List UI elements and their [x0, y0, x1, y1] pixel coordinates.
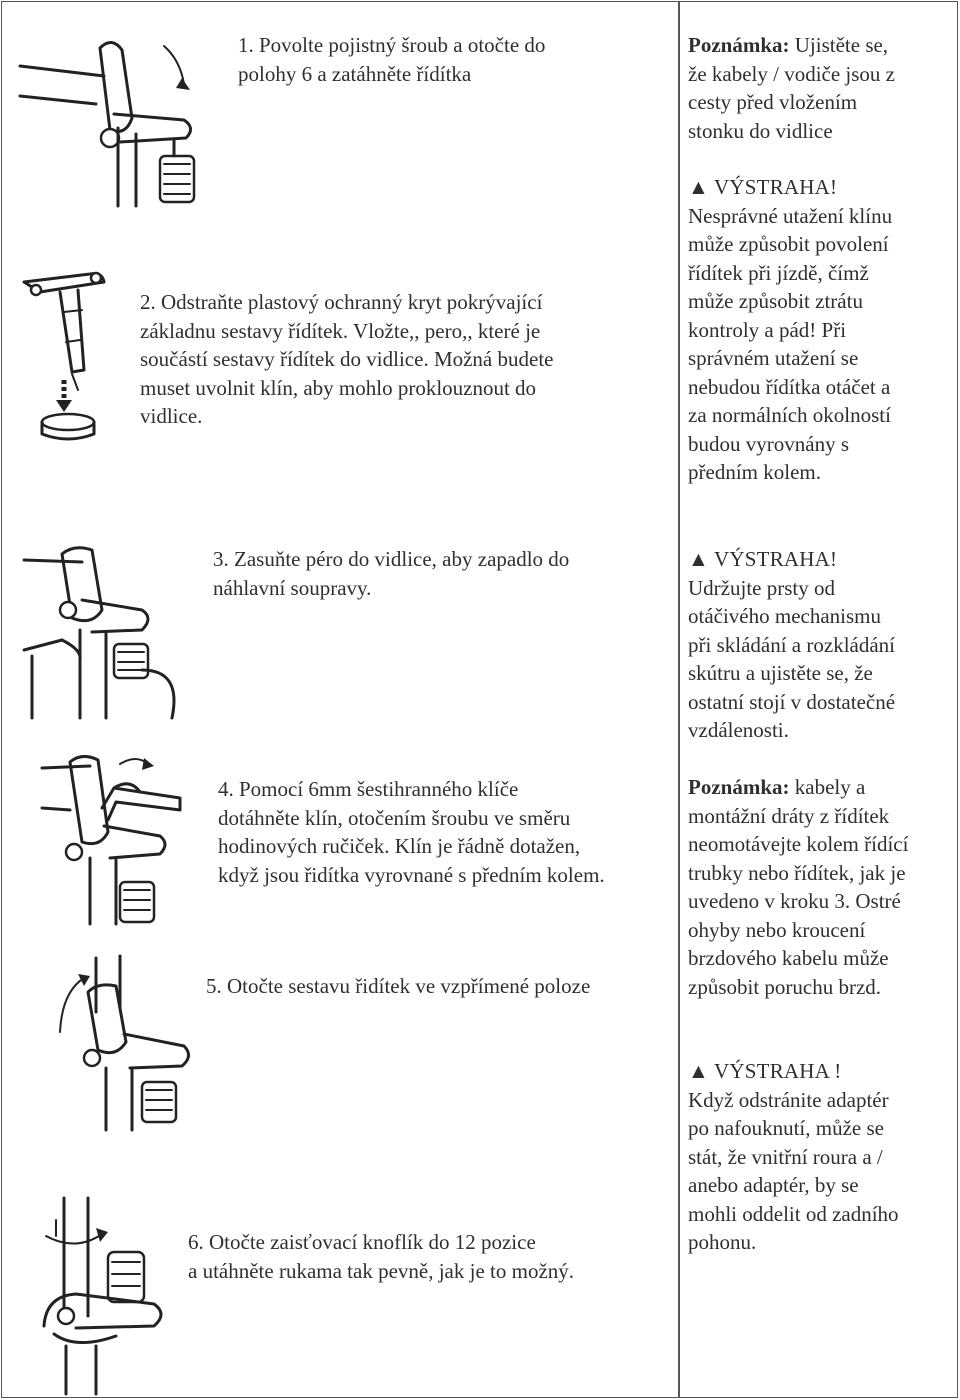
fig4-hex-key-tighten-illustration — [40, 748, 190, 928]
step-3-text: 3. Zasuňte péro do vidlice, aby zapadlo do náhlavní soupravy. — [213, 547, 570, 600]
warning-adapter: ▲ VÝSTRAHA ! Když odstránite adaptér po nafouknutí, může se stát, že vnitřní roura a / anebo adaptér, by se mohli oddelit od zadního pohonu. — [688, 1059, 899, 1254]
column-divider — [678, 1, 680, 1398]
step-1-text: 1. Povolte pojistný šroub a otočte do polohy 6 a zatáhněte řídítka — [238, 33, 546, 86]
warning-heading: ▲ VÝSTRAHA! — [688, 547, 838, 571]
step-6-text: 6. Otočte zaisťovací knoflík do 12 pozice a utáhněte rukama tak pevně, jak je to možný. — [188, 1230, 575, 1283]
warning-wedge-tightening: ▲ VÝSTRAHA! Nesprávné utažení klínu může způsobit povolení řídítek při jízdě, čímž může způsobit ztrátu kontroly a pád! Při správném utažení se nebudou řídítka otáčet a za normálních okolností budou vyrovnány s předním kolem. — [688, 175, 893, 484]
step-5-text: 5. Otočte sestavu řidítek ve vzpřímené poloze — [206, 974, 591, 998]
fig3-stem-in-fork-illustration — [22, 540, 192, 720]
fig1-folding-latch-illustration — [14, 18, 214, 208]
warning-fingers: ▲ VÝSTRAHA! Udržujte prsty od otáčivého mechanismu při skládání a rozkládání skútru a ujistěte se, že ostatní stojí v dostatečné vzdálenosti. — [688, 547, 896, 742]
fig5-upright-position-illustration — [58, 952, 198, 1132]
warning-heading: ▲ VÝSTRAHA ! — [688, 1059, 842, 1083]
fig2-stem-insert-illustration — [20, 262, 130, 444]
warning-heading: ▲ VÝSTRAHA! — [688, 175, 838, 199]
fig6-locking-knob-illustration — [36, 1196, 176, 1396]
step-2-text: 2. Odstraňte plastový ochranný kryt pokrývající základnu sestavy řídítek. Vložte,, pero,, které je součástí sestavy řídítek do vidlice. Možná budete muset uvolnit klín, aby mohlo proklouznout do vidlice. — [140, 290, 554, 428]
step-4-text: 4. Pomocí 6mm šestihranného klíče dotáhněte klín, otočením šroubu ve směru hodinových ručiček. Klín je řádně dotažen, když jsou řidítka vyrovnané s předním kolem. — [218, 777, 605, 887]
note-brake-cables: Poznámka: kabely a montážní dráty z řídítek neomotávejte kolem řídící trubky nebo řídítek, jak je uvedeno v kroku 3. Ostré ohyby nebo kroucení brzdového kabelu může způsobit poruchu brzd. — [688, 775, 909, 999]
note-cables-clear: Poznámka: Ujistěte se, že kabely / vodiče jsou z cesty před vložením stonku do vidlice — [688, 33, 896, 143]
